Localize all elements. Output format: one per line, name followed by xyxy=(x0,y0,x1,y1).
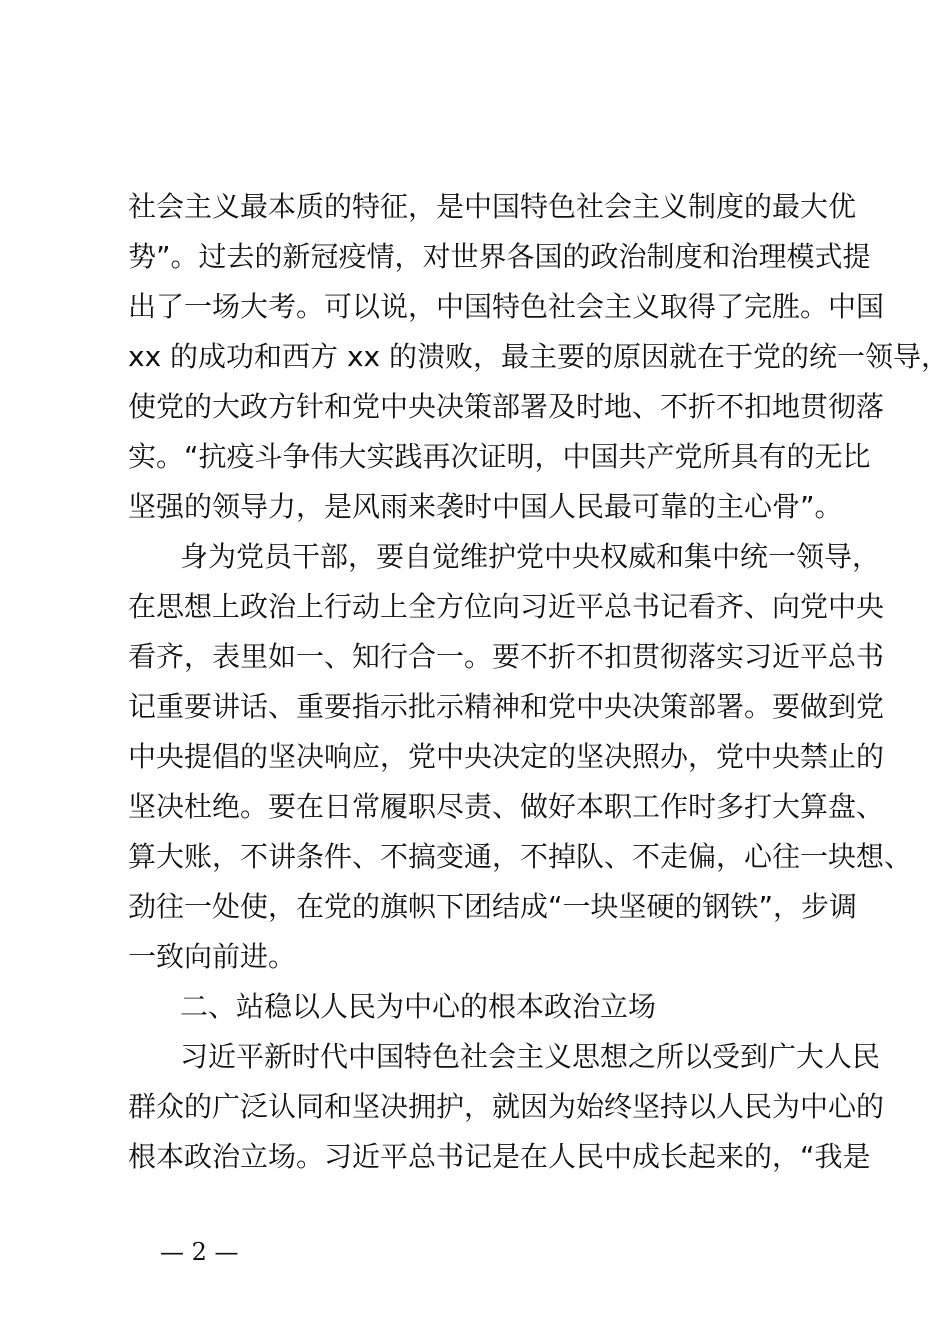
text-line: 身为党员干部，要自觉维护党中央权威和集中统一领导， xyxy=(180,540,881,573)
text-line: 社会主义最本质的特征，是中国特色社会主义制度的最大优 xyxy=(128,190,857,223)
text-line: 坚强的领导力，是风雨来袭时中国人民最可靠的主心骨”。 xyxy=(128,490,843,523)
text-line: 劲往一处使，在党的旗帜下团结成“一块坚硬的钢铁”，步调 xyxy=(128,890,858,923)
text-line: 一致向前进。 xyxy=(128,940,297,973)
text-line: xx 的成功和西方 xx 的溃败，最主要的原因就在于党的统一领导， xyxy=(128,340,949,373)
text-line: 根本政治立场。习近平总书记是在人民中成长起来的，“我是 xyxy=(128,1140,871,1173)
text-line: 出了一场大考。可以说，中国特色社会主义取得了完胜。中国 xyxy=(128,290,885,323)
section-heading: 二、站稳以人民为中心的根本政治立场 xyxy=(180,990,657,1023)
text-line: 算大账，不讲条件、不搞变通，不掉队、不走偏，心往一块想、 xyxy=(128,840,913,873)
text-line: 记重要讲话、重要指示批示精神和党中央决策部署。要做到党 xyxy=(128,690,885,723)
text-line: 习近平新时代中国特色社会主义思想之所以受到广大人民 xyxy=(180,1040,881,1073)
text-line: 看齐，表里如一、知行合一。要不折不扣贯彻落实习近平总书 xyxy=(128,640,885,673)
text-line: 使党的大政方针和党中央决策部署及时地、不折不扣地贯彻落 xyxy=(128,390,885,423)
text-line: 坚决杜绝。要在日常履职尽责、做好本职工作时多打大算盘、 xyxy=(128,790,885,823)
text-line: 势”。过去的新冠疫情，对世界各国的政治制度和治理模式提 xyxy=(128,240,871,273)
page-number: — 2 — xyxy=(160,1238,239,1266)
text-line: 中央提倡的坚决响应，党中央决定的坚决照办，党中央禁止的 xyxy=(128,740,885,773)
document-body xyxy=(128,182,949,1182)
text-line: 实。“抗疫斗争伟大实践再次证明，中国共产党所具有的无比 xyxy=(128,440,871,473)
text-line: 群众的广泛认同和坚决拥护，就因为始终坚持以人民为中心的 xyxy=(128,1090,885,1123)
text-line: 在思想上政治上行动上全方位向习近平总书记看齐、向党中央 xyxy=(128,590,885,623)
